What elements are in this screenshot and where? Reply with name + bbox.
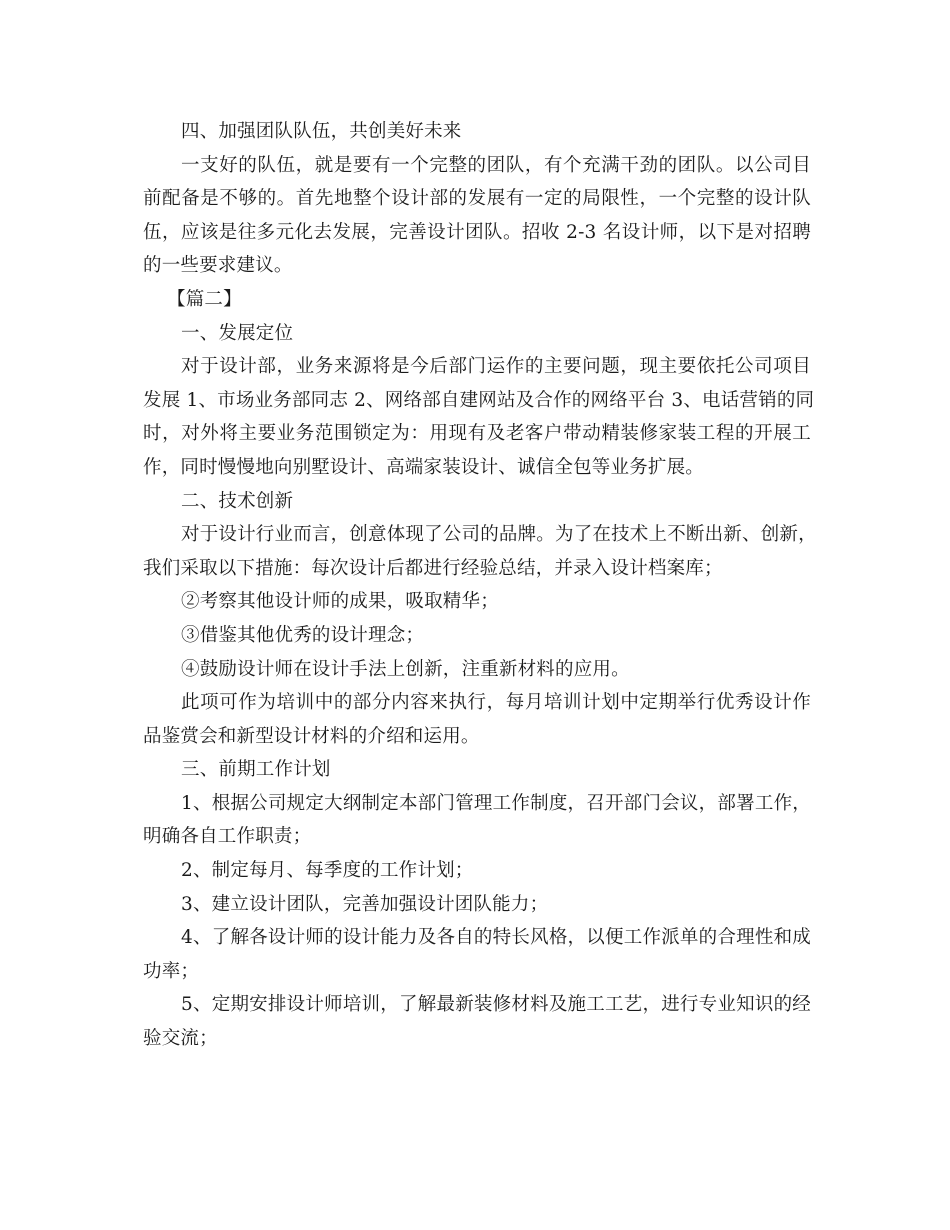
section-heading-2: 二、技术创新 bbox=[181, 490, 294, 512]
paragraph-line: 前配备是不够的。首先地整个设计部的发展有一定的局限性，一个完整的设计队 bbox=[143, 188, 811, 210]
part-label: 【篇二】 bbox=[167, 288, 242, 310]
list-item: 3、建立设计团队，完善加强设计团队能力； bbox=[181, 893, 549, 915]
section-heading-3: 三、前期工作计划 bbox=[181, 759, 331, 781]
list-item bbox=[143, 921, 811, 988]
section-heading-4: 四、加强团队队伍，共创美好未来 bbox=[181, 121, 462, 142]
list-item bbox=[143, 988, 811, 1055]
paragraph-positioning bbox=[143, 350, 815, 484]
paragraph-line: 明确各自工作职责； bbox=[143, 826, 312, 848]
paragraph-line: 的一些要求建议。 bbox=[143, 255, 293, 277]
paragraph-line: 对于设计部，业务来源将是今后部门运作的主要问题，现主要依托公司项目 bbox=[181, 356, 811, 378]
paragraph-line: 伍，应该是往多元化去发展，完善设计团队。招收 2-3 名设计师，以下是对招聘 bbox=[143, 221, 811, 243]
paragraph-line: 对于设计行业而言，创意体现了公司的品牌。为了在技术上不断出新、创新， bbox=[181, 524, 817, 546]
paragraph-line: 发展 1、市场业务部同志 2、网络部自建网站及合作的网络平台 3、电话营销的同 bbox=[143, 389, 815, 411]
paragraph-line: 验交流； bbox=[143, 1028, 218, 1050]
paragraph-line: 4、了解各设计师的设计能力及各自的特长风格，以便工作派单的合理性和成 bbox=[181, 927, 811, 949]
paragraph-line: 功率； bbox=[143, 960, 200, 982]
list-item: ④鼓励设计师在设计手法上创新，注重新材料的应用。 bbox=[181, 658, 630, 680]
paragraph-innovation-intro bbox=[143, 518, 817, 585]
paragraph-line: 1、根据公司规定大纲制定本部门管理工作制度，召开部门会议，部署工作， bbox=[181, 792, 811, 814]
paragraph-team bbox=[143, 149, 811, 283]
paragraph-line: 我们采取以下措施：每次设计后都进行经验总结，并录入设计档案库； bbox=[143, 557, 723, 579]
paragraph-line: 此项可作为培训中的部分内容来执行，每月培训计划中定期举行优秀设计作 bbox=[181, 692, 811, 714]
paragraph-line: 时，对外将主要业务范围锁定为：用现有及老客户带动精装修家装工程的开展工 bbox=[143, 423, 811, 445]
list-item: 2、制定每月、每季度的工作计划； bbox=[181, 860, 474, 882]
list-item: ②考察其他设计师的成果，吸取精华； bbox=[181, 591, 499, 613]
section-heading-1: 一、发展定位 bbox=[181, 322, 294, 344]
paragraph-line: 一支好的队伍，就是要有一个完整的团队，有个充满干劲的团队。以公司目 bbox=[181, 154, 811, 176]
list-item bbox=[143, 787, 811, 854]
paragraph-innovation-outro bbox=[143, 686, 811, 753]
paragraph-line: 品鉴赏会和新型设计材料的介绍和运用。 bbox=[143, 725, 480, 747]
paragraph-line: 作，同时慢慢地向别墅设计、高端家装设计、诚信全包等业务扩展。 bbox=[143, 456, 705, 478]
document-body bbox=[143, 115, 817, 1056]
paragraph-line: 5、定期安排设计师培训，了解最新装修材料及施工工艺，进行专业知识的经 bbox=[181, 994, 811, 1016]
list-item: ③借鉴其他优秀的设计理念； bbox=[181, 624, 425, 646]
